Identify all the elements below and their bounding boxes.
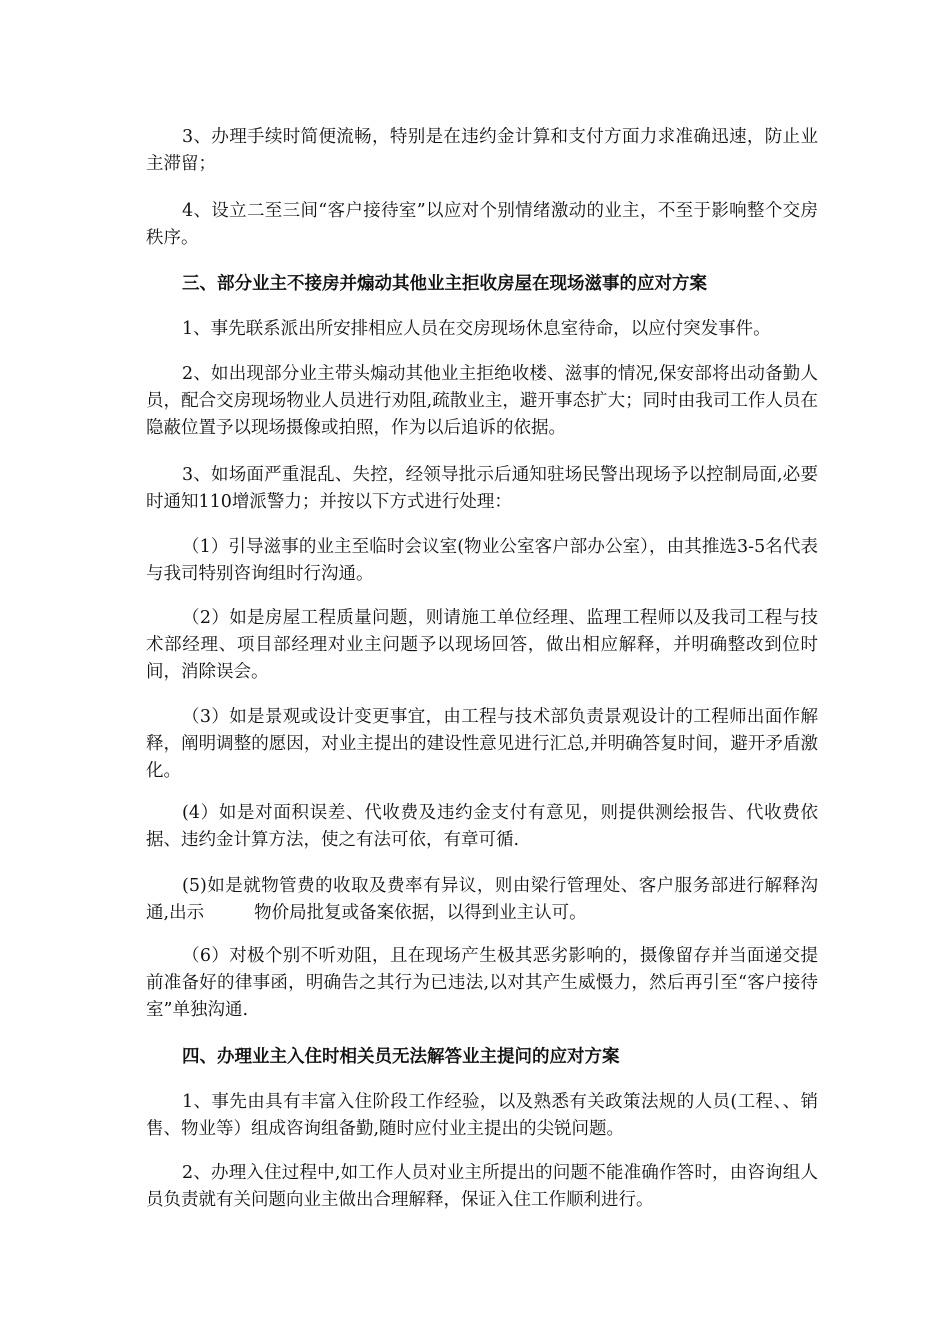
paragraph-s3-3-3: （3）如是景观或设计变更事宜，由工程与技术部负责景观设计的工程师出面作解释，阐明调整的愿因，对业主提出的建设性意见进行汇总,并明确答复时间，避开矛盾激化。 — [146, 707, 818, 781]
paragraph-s3-3-4: (4）如是对面积误差、代收费及违约金支付有意见，则提供测绘报告、代收费依据、违约金计算方法，使之有法可依，有章可循. — [146, 803, 818, 850]
paragraph-s4-2: 2、办理入住过程中,如工作人员对业主所提出的问题不能准确作答时，由咨询组人员负责就有关问题向业主做出合理解释，保证入住工作顺利进行。 — [146, 1163, 818, 1210]
section-heading-4: 四、办理业主入住时相关员无法解答业主提问的应对方案 — [182, 1047, 620, 1067]
section-heading-3: 三、部分业主不接房并煽动其他业主拒收房屋在现场滋事的应对方案 — [182, 274, 707, 294]
paragraph-s3-3-1: （1）引导滋事的业主至临时会议室(物业公室客户部办公室），由其推选3-5名代表与我司特别咨询组时行沟通。 — [146, 537, 818, 584]
paragraph-3-procedure: 3、办理手续时简便流畅，特别是在违约金计算和支付方面力求准确迅速，防止业主滞留； — [146, 127, 818, 174]
paragraph-s3-3-2: （2）如是房屋工程质量问题，则请施工单位经理、监理工程师以及我司工程与技术部经理、项目部经理对业主问题予以现场回答，做出相应解释，并明确整改到位时间，消除误会。 — [146, 608, 818, 682]
paragraph-4-reception-room: 4、设立二至三间“客户接待室”以应对个别情绪激动的业主，不至于影响整个交房秩序。 — [146, 201, 818, 248]
paragraph-s4-1: 1、事先由具有丰富入住阶段工作经验，以及熟悉有关政策法规的人员(工程、、销售、物业等）组成咨询组备勤,随时应付业主提出的尖锐问题。 — [146, 1092, 818, 1139]
paragraph-s3-3: 3、如场面严重混乱、失控，经领导批示后通知驻场民警出现场予以控制局面,必要时通知110增派警力；并按以下方式进行处理： — [146, 465, 818, 512]
paragraph-s3-1: 1、事先联系派出所安排相应人员在交房现场休息室待命，以应付突发事件。 — [182, 319, 771, 339]
paragraph-s3-2: 2、如出现部分业主带头煽动其他业主拒绝收楼、滋事的情况,保安部将出动备勤人员，配合交房现场物业人员进行劝阻,疏散业主，避开事态扩大；同时由我司工作人员在隐蔽位置予以现场摄像或拍照，作为以后追诉的依据。 — [146, 364, 818, 438]
paragraph-s3-3-6: （6）对极个别不听劝阻，且在现场产生极其恶劣影响的，摄像留存并当面递交提前准备好的律事函，明确告之其行为已违法,以对其产生威慑力，然后再引至“客户接待室”单独沟通. — [146, 946, 818, 1020]
paragraph-s3-3-5: (5)如是就物管费的收取及费率有异议，则由梁行管理处、客户服务部进行解释沟通,出示 物价局批复或备案依据，以得到业主认可。 — [146, 876, 818, 923]
